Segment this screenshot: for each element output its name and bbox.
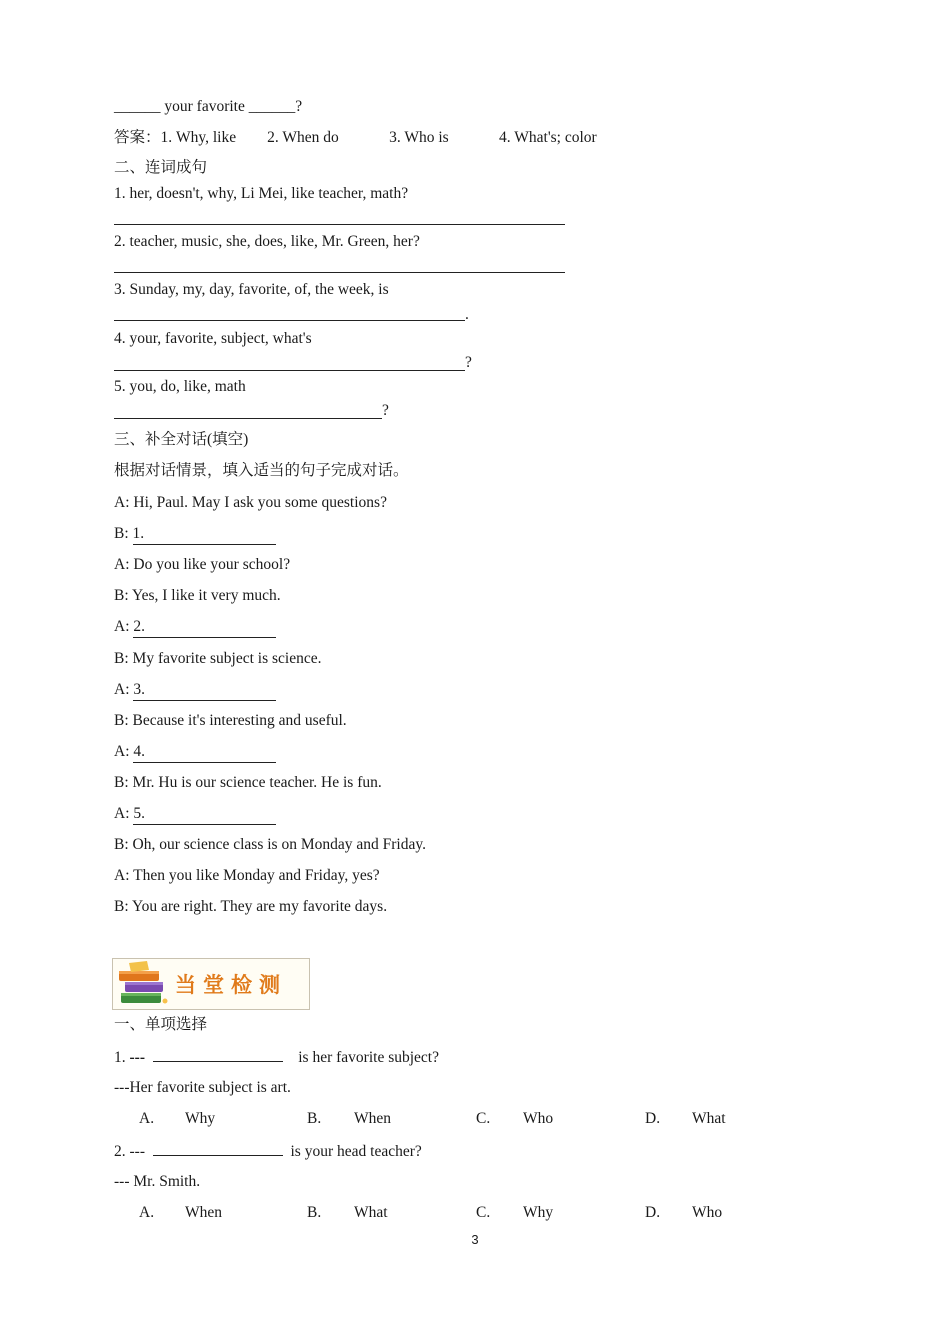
reply-text: --- Mr. Smith.	[114, 1173, 201, 1190]
section-title: 三、补全对话(填空)	[114, 431, 249, 448]
option-b-text[interactable]: What	[354, 1204, 388, 1221]
option-c-letter[interactable]: C.	[476, 1204, 491, 1221]
answer-line[interactable]	[114, 320, 465, 321]
answer-line[interactable]	[114, 418, 382, 419]
books-icon	[115, 959, 173, 1009]
question-prompt: 4. your, favorite, subject, what's	[114, 330, 312, 347]
reply-text: ---Her favorite subject is art.	[114, 1079, 291, 1096]
speaker-label: B:	[114, 587, 129, 604]
option-b-letter[interactable]: B.	[307, 1204, 322, 1221]
dialog-text: Do you like your school?	[133, 556, 291, 573]
answer-blank[interactable]	[153, 1141, 283, 1156]
question-text: is her favorite subject?	[298, 1049, 439, 1066]
speaker-label: B:	[114, 836, 129, 853]
dialog-text: Mr. Hu is our science teacher. He is fun.	[132, 774, 382, 791]
option-a-text[interactable]: Why	[185, 1110, 216, 1127]
dialog-line	[114, 649, 321, 669]
option-c-text[interactable]: Why	[523, 1204, 554, 1221]
question-prompt: 5. you, do, like, math	[114, 378, 246, 395]
banner	[112, 958, 310, 1010]
speaker-label: B:	[114, 712, 129, 729]
answer-line[interactable]	[114, 370, 465, 371]
option-c-text[interactable]: Who	[523, 1110, 554, 1127]
dialog-line	[114, 866, 380, 886]
sentence-end-mark: .	[465, 306, 469, 323]
dialog-text: Oh, our science class is on Monday and Friday.	[132, 836, 426, 853]
speaker-label: A:	[114, 681, 130, 698]
dialog-line	[114, 524, 276, 545]
section-title: 一、单项选择	[114, 1016, 208, 1033]
speaker-label: A:	[114, 556, 130, 573]
dialog-text: Then you like Monday and Friday, yes?	[133, 867, 380, 884]
option-d-text[interactable]: Who	[692, 1204, 723, 1221]
speaker-label: A:	[114, 867, 130, 884]
option-d-letter[interactable]: D.	[645, 1110, 661, 1127]
speaker-label: A:	[114, 494, 130, 511]
dialog-answer-blank[interactable]: 5.	[133, 804, 276, 825]
question-number: 2. ---	[114, 1143, 145, 1160]
question-prompt: 1. her, doesn't, why, Li Mei, like teacher, math?	[114, 185, 409, 202]
dialog-line	[114, 711, 347, 731]
dialog-line	[114, 773, 382, 793]
option-d-letter[interactable]: D.	[645, 1204, 661, 1221]
speaker-label: A:	[114, 805, 130, 822]
answer-blank[interactable]	[153, 1047, 283, 1062]
dialog-line	[114, 555, 290, 575]
dialog-text: Hi, Paul. May I ask you some questions?	[133, 494, 387, 511]
banner-title: 当堂检测	[175, 973, 287, 997]
question-prompt: 3. Sunday, my, day, favorite, of, the week, is	[114, 281, 389, 298]
dialog-answer-blank[interactable]: 1.	[133, 524, 276, 545]
option-a-letter[interactable]: A.	[139, 1110, 155, 1127]
dialog-line	[114, 804, 276, 825]
speaker-label: A:	[114, 743, 130, 760]
speaker-label: B:	[114, 525, 129, 542]
answer-key: 答案：1. Why, like 2. When do 3. Who is 4. What's; color	[114, 129, 597, 146]
dialog-line	[114, 493, 387, 513]
speaker-label: B:	[114, 774, 129, 791]
quiz-question-2	[114, 1141, 422, 1162]
dialog-text: My favorite subject is science.	[132, 650, 322, 667]
dialog-line	[114, 586, 281, 606]
dialog-line	[114, 897, 387, 917]
dialog-line	[114, 742, 276, 763]
speaker-label: A:	[114, 618, 130, 635]
section-title: 二、连词成句	[114, 159, 208, 176]
page-number: 3	[471, 1232, 479, 1247]
instruction: 根据对话情景，填入适当的句子完成对话。	[114, 462, 409, 479]
option-b-text[interactable]: When	[354, 1110, 392, 1127]
option-c-letter[interactable]: C.	[476, 1110, 491, 1127]
answer-line[interactable]	[114, 272, 565, 273]
dialog-text: You are right. They are my favorite days.	[131, 898, 388, 915]
sentence-end-mark: ?	[382, 402, 389, 419]
question-text: is your head teacher?	[290, 1143, 422, 1160]
dialog-text: Yes, I like it very much.	[131, 587, 281, 604]
fill-line: ______ your favorite ______?	[114, 98, 303, 115]
dialog-answer-blank[interactable]: 2.	[133, 617, 276, 638]
sentence-end-mark: ?	[465, 354, 472, 371]
option-a-text[interactable]: When	[185, 1204, 223, 1221]
dialog-answer-blank[interactable]: 3.	[133, 680, 276, 701]
dash-mark: ---	[129, 1049, 145, 1066]
dialog-answer-blank[interactable]: 4.	[133, 742, 276, 763]
answer-line[interactable]	[114, 224, 565, 225]
dialog-line	[114, 617, 276, 638]
quiz-question-1	[114, 1047, 439, 1068]
dialog-text: Because it's interesting and useful.	[132, 712, 347, 729]
speaker-label: B:	[114, 898, 129, 915]
question-number: 1.	[114, 1049, 126, 1066]
dialog-line	[114, 680, 276, 701]
dialog-line	[114, 835, 426, 855]
option-d-text[interactable]: What	[692, 1110, 726, 1127]
option-b-letter[interactable]: B.	[307, 1110, 322, 1127]
question-prompt: 2. teacher, music, she, does, like, Mr. Green, her?	[114, 233, 420, 250]
speaker-label: B:	[114, 650, 129, 667]
option-a-letter[interactable]: A.	[139, 1204, 155, 1221]
